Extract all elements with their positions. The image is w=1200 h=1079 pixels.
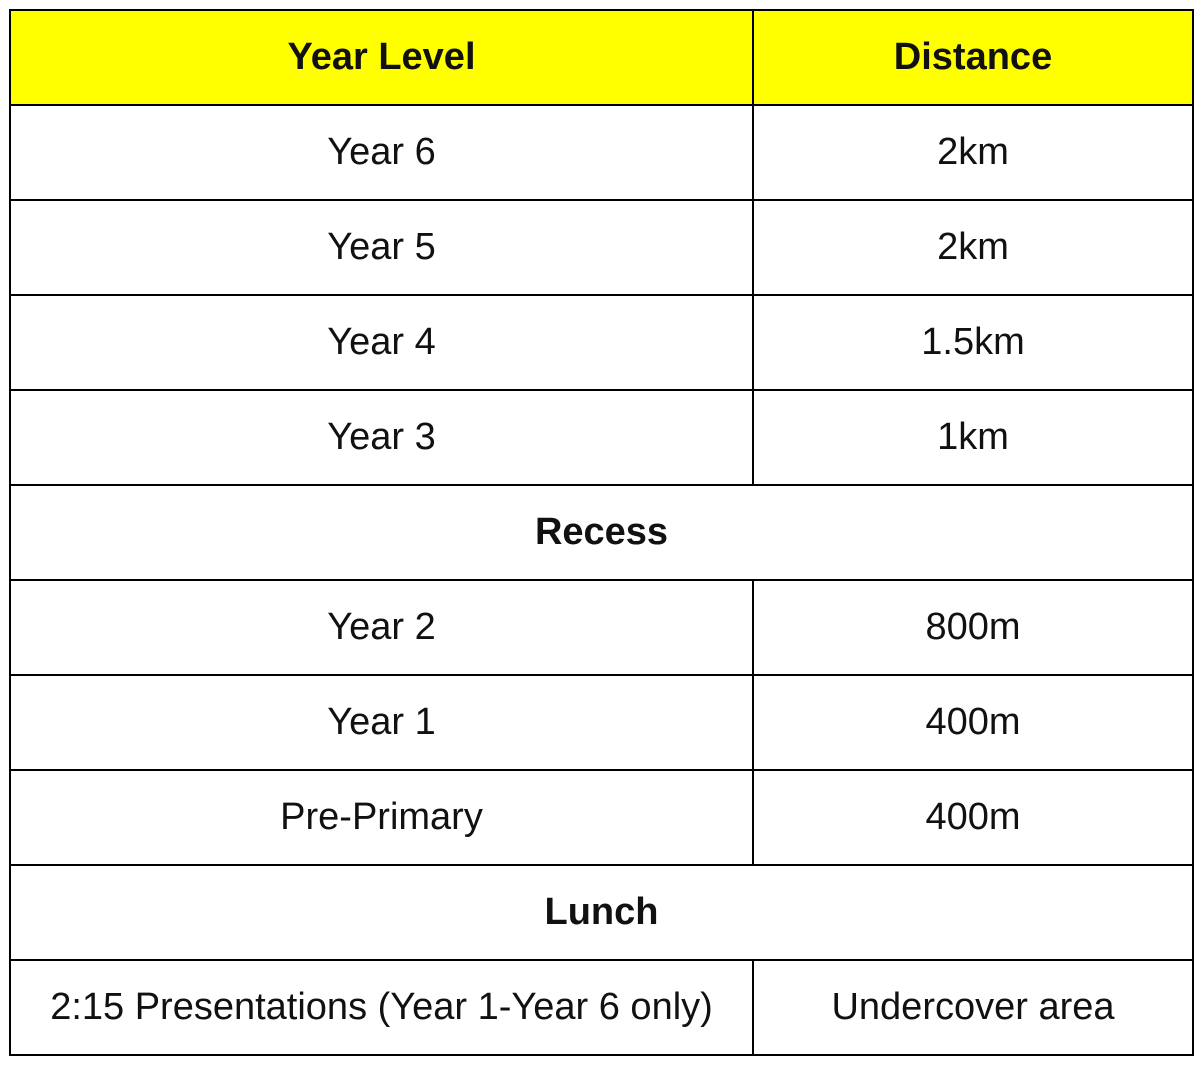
table-row [10,770,1193,865]
location-cell: Undercover area [753,960,1193,1055]
section-row-lunch [10,865,1193,960]
schedule-table [9,9,1194,1056]
table-row [10,580,1193,675]
table-row [10,960,1193,1055]
table-row [10,200,1193,295]
distance-cell: 2km [753,105,1193,200]
header-row [10,10,1193,105]
year-level-cell: Year 2 [10,580,753,675]
distance-cell: 800m [753,580,1193,675]
year-level-cell: Year 1 [10,675,753,770]
year-level-cell: Year 4 [10,295,753,390]
header-year-level: Year Level [10,10,753,105]
table-body [10,105,1193,1055]
distance-cell: 1.5km [753,295,1193,390]
header-distance: Distance [753,10,1193,105]
section-row-recess [10,485,1193,580]
year-level-cell: Year 5 [10,200,753,295]
table-row [10,105,1193,200]
section-label-recess: Recess [10,485,1193,580]
presentation-time-cell: 2:15 Presentations (Year 1-Year 6 only) [10,960,753,1055]
year-level-cell: Pre-Primary [10,770,753,865]
distance-cell: 400m [753,675,1193,770]
table-header [10,10,1193,105]
section-label-lunch: Lunch [10,865,1193,960]
distance-cell: 400m [753,770,1193,865]
year-level-cell: Year 3 [10,390,753,485]
year-level-cell: Year 6 [10,105,753,200]
distance-cell: 1km [753,390,1193,485]
table-row [10,390,1193,485]
table-row [10,675,1193,770]
table-row [10,295,1193,390]
distance-cell: 2km [753,200,1193,295]
